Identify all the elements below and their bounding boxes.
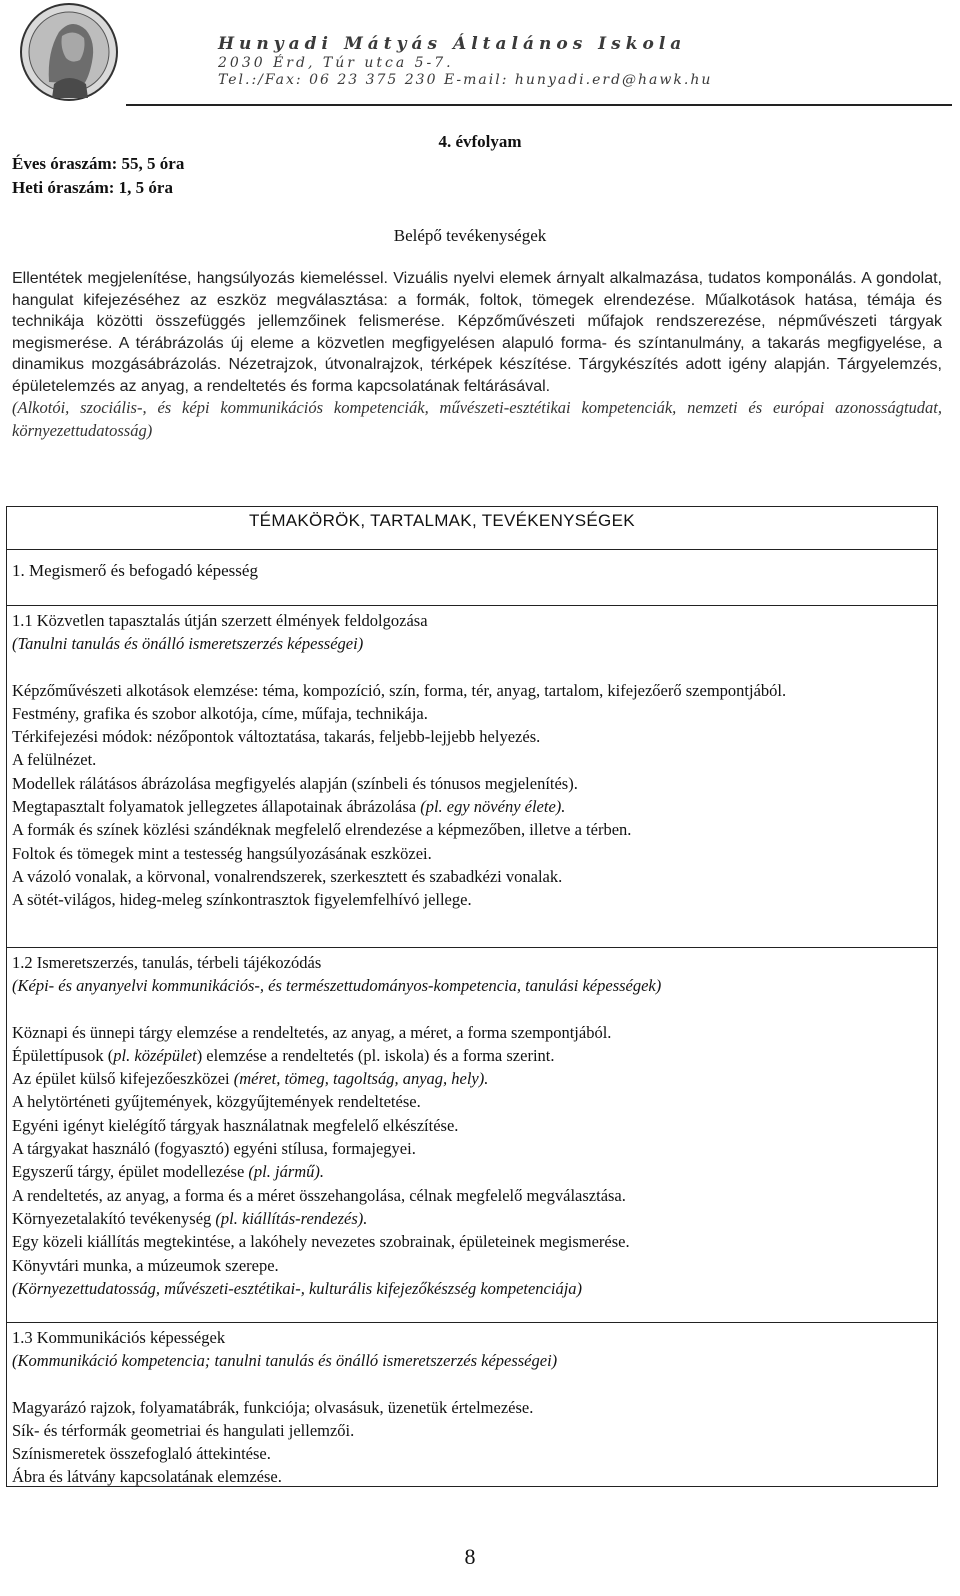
section-subtitle: (Tanulni tanulás és önálló ismeretszerzés képességei) <box>12 634 364 654</box>
list-item: Térkifejezési módok: nézőpontok változtatása, takarás, feljebb-lejjebb helyezés. <box>12 727 541 747</box>
hours-block <box>12 152 184 200</box>
section-1-1-content <box>12 609 929 912</box>
intro-paragraph <box>12 268 942 442</box>
list-item: A formák és színek közlési szándéknak megfelelő elrendezése a képmezőben, illetve a térben. <box>12 820 632 840</box>
list-item: Egy közeli kiállítás megtekintése, a lakóhely nevezetes szobrainak, épületeinek megismerése. <box>12 1232 630 1252</box>
list-item: Könyvtári munka, a múzeumok szerepe. <box>12 1255 279 1275</box>
list-item: Modellek rálátásos ábrázolása megfigyelés alapján (színbeli és tónusos megjelenítés). <box>12 773 578 793</box>
list-item: Sík- és térformák geometriai és hangulati jellemzői. <box>12 1420 355 1440</box>
page-number: 8 <box>464 1544 476 1569</box>
section-subtitle: (Kommunikáció kompetencia; tanulni tanulás és önálló ismeretszerzés képességei) <box>12 1351 558 1371</box>
weekly-hours: Heti óraszám: 1, 5 óra <box>12 178 173 197</box>
school-name: Hunyadi Mátyás Általános Iskola <box>218 34 687 54</box>
section-1-1 <box>7 606 937 948</box>
list-item: Az épület külső kifejezőeszközei (méret, tömeg, tagoltság, anyag, hely). <box>12 1069 489 1089</box>
section-1-3 <box>7 1323 937 1486</box>
school-address: 2030 Érd, Túr utca 5-7. <box>218 55 454 71</box>
list-item: Festmény, grafika és szobor alkotója, címe, műfaja, technikája. <box>12 703 428 723</box>
section-title: 1.2 Ismeretszerzés, tanulás, térbeli tájékozódás <box>12 953 322 972</box>
list-item: Megtapasztalt folyamatok jellegzetes állapotainak ábrázolása (pl. egy növény élete). <box>12 797 566 817</box>
section-subtitle: (Képi- és anyanyelvi kommunikációs-, és természettudományos-kompetencia, tanulási képességek) <box>12 976 662 996</box>
section-1-2-content <box>12 951 929 1300</box>
school-contact: Tel.:/Fax: 06 23 375 230 E-mail: hunyadi.erd@hawk.hu <box>218 72 713 88</box>
section-title: 1.3 Kommunikációs képességek <box>12 1328 226 1347</box>
list-item: A felülnézet. <box>12 750 97 770</box>
intro-text: Ellentétek megjelenítése, hangsúlyozás kiemeléssel. Vizuális nyelvi elemek árnyalt alkalmazása, tudatos komponálás. A gondolat, hangulat kifejezéséhez az eszköz megválasztása: a formák, foltok, tömegek elrendezése. Műalkotások hatása, témája és technikája közötti összefüggés jellemzőinek felismerése. Képzőművészeti műfajok rendszerezése, népművészeti tárgyak megismerése. A térábrázolás új eleme a közvetlen megfigyelésen alapuló forma- és színtanulmány, a takarás megfigyelése, a dinamikus mozgásábrázolás. Nézetrajzok, útvonalrajzok, térképek készítése. Tárgykészítés adott igény alapján. Tárgyelemzés, épületelemzés az anyag, a rendeltetés és forma kapcsolatának feltárásával. <box>12 270 942 395</box>
list-item: Egyszerű tárgy, épület modellezése (pl. jármű). <box>12 1162 325 1182</box>
section-title: 1.1 Közvetlen tapasztalás útján szerzett élmények feldolgozása <box>12 611 428 630</box>
list-item: Épülettípusok (pl. középület) elemzése a rendeltetés (pl. iskola) és a forma szerint. <box>12 1045 555 1065</box>
grade-title: 4. évfolyam <box>438 132 522 151</box>
list-item: Foltok és tömegek mint a testesség hangsúlyozásának eszközei. <box>12 843 432 863</box>
list-item: Színismeretek összefoglaló áttekintése. <box>12 1444 271 1464</box>
list-item: (Környezettudatosság, művészeti-esztétikai-, kulturális kifejezőkészség kompetenciája) <box>12 1278 583 1298</box>
category-row <box>7 550 937 606</box>
table-header: TÉMAKÖRÖK, TARTALMAK, TEVÉKENYSÉGEK <box>249 511 635 530</box>
list-item: A helytörténeti gyűjtemények, közgyűjtemények rendeltetése. <box>12 1092 421 1112</box>
list-item: Egyéni igényt kielégítő tárgyak használatnak megfelelő elkészítése. <box>12 1115 459 1135</box>
school-seal-logo <box>14 2 124 102</box>
list-item: A sötét-világos, hideg-meleg színkontrasztok figyelemfelhívó jellege. <box>12 890 472 910</box>
list-item: Környezetalakító tevékenység (pl. kiállítás-rendezés). <box>12 1208 368 1228</box>
page-header <box>8 0 952 108</box>
list-item: Köznapi és ünnepi tárgy elemzése a rendeltetés, az anyag, a méret, a forma szempontjából. <box>12 1022 612 1042</box>
list-item: A rendeltetés, az anyag, a forma és a méret összehangolása, célnak megfelelő megválasztása. <box>12 1185 626 1205</box>
intro-competencies: (Alkotói, szociális-, és képi kommunikációs kompetenciák, művészeti-esztétikai kompetenciák, nemzeti és európai azonosságtudat, környezettudatosság) <box>12 398 942 440</box>
list-item: Képzőművészeti alkotások elemzése: téma, kompozíció, szín, forma, tér, anyag, tartalom, kifejezőerő szempontjából. <box>12 680 787 700</box>
table-header-row <box>7 507 937 550</box>
section-1-2 <box>7 948 937 1323</box>
list-item: A vázoló vonalak, a körvonal, vonalrendszerek, szerkesztett és szabadkézi vonalak. <box>12 866 563 886</box>
list-item: Ábra és látvány kapcsolatának elemzése. <box>12 1467 282 1487</box>
section-1-3-content <box>12 1326 929 1489</box>
header-rule <box>126 104 952 106</box>
category-title: 1. Megismerő és befogadó képesség <box>12 561 258 580</box>
entry-title: Belépő tevékenységek <box>393 226 547 245</box>
school-info <box>218 34 938 88</box>
list-item: A tárgyakat használó (fogyasztó) egyéni stílusa, formajegyei. <box>12 1139 416 1159</box>
topics-table <box>6 506 938 1487</box>
annual-hours: Éves óraszám: 55, 5 óra <box>12 154 185 173</box>
list-item: Magyarázó rajzok, folyamatábrák, funkciója; olvasásuk, üzenetük értelmezése. <box>12 1397 534 1417</box>
